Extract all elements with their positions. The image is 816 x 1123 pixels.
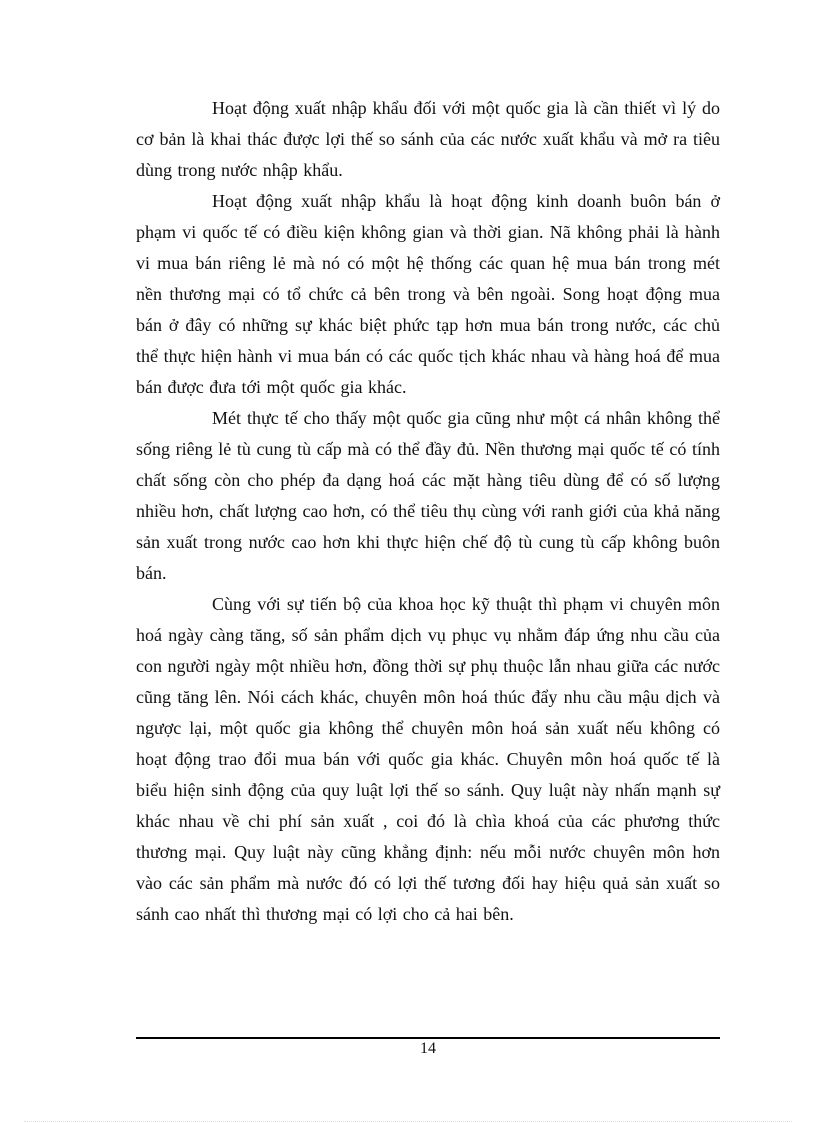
body-text <box>136 93 720 930</box>
paragraph: Hoạt động xuất nhập khẩu là hoạt động kinh doanh buôn bán ở phạm vi quốc tế có điều kiện không gian và thời gian. Nã không phải là hành vi mua bán riêng lẻ mà nó có một hệ thống các quan hệ mua bán trong mét nền thương mại có tổ chức cả bên trong và bên ngoài. Song hoạt động mua bán ở đây có những sự khác biệt phức tạp hơn mua bán trong nước, các chủ thể thực hiện hành vi mua bán có các quốc tịch khác nhau và hàng hoá để mua bán được đưa tới một quốc gia khác. <box>136 191 720 397</box>
paragraph: Cùng với sự tiến bộ của khoa học kỹ thuật thì phạm vi chuyên môn hoá ngày càng tăng, số sản phẩm dịch vụ phục vụ nhằm đáp ứng nhu cầu của con người ngày một nhiều hơn, đồng thời sự phụ thuộc lẫn nhau giữa các nước cũng tăng lên. Nói cách khác, chuyên môn hoá thúc đẩy nhu cầu mậu dịch và ngược lại, một quốc gia không thể chuyên môn hoá sản xuất nếu không có hoạt động trao đổi mua bán với quốc gia khác. Chuyên môn hoá quốc tế là biểu hiện sinh động của quy luật lợi thế so sánh. Quy luật này nhấn mạnh sự khác nhau về chi phí sản xuất , coi đó là chìa khoá của các phương thức thương mại. Quy luật này cũng khẳng định: nếu mỗi nước chuyên môn hơn vào các sản phẩm mà nước đó có lợi thế tương đối hay hiệu quả sản xuất so sánh cao nhất thì thương mại có lợi cho cả hai bên. <box>136 594 720 924</box>
paragraph: Hoạt động xuất nhập khẩu đối với một quốc gia là cần thiết vì lý do cơ bản là khai thác được lợi thế so sánh của các nước xuất khẩu và mở ra tiêu dùng trong nước nhập khẩu. <box>136 98 720 180</box>
footer-divider <box>136 1037 720 1039</box>
paragraph: Mét thực tế cho thấy một quốc gia cũng như một cá nhân không thể sống riêng lẻ tù cung tù cấp mà có thể đầy đủ. Nền thương mại quốc tế có tính chất sống còn cho phép đa dạng hoá các mặt hàng tiêu dùng để có số lượng nhiều hơn, chất lượng cao hơn, có thể tiêu thụ cùng với ranh giới của khả năng sản xuất trong nước cao hơn khi thực hiện chế độ tù cung tù cấp không buôn bán. <box>136 408 720 583</box>
page-number: 14 <box>420 1040 436 1057</box>
page-bottom-edge <box>24 1121 792 1122</box>
